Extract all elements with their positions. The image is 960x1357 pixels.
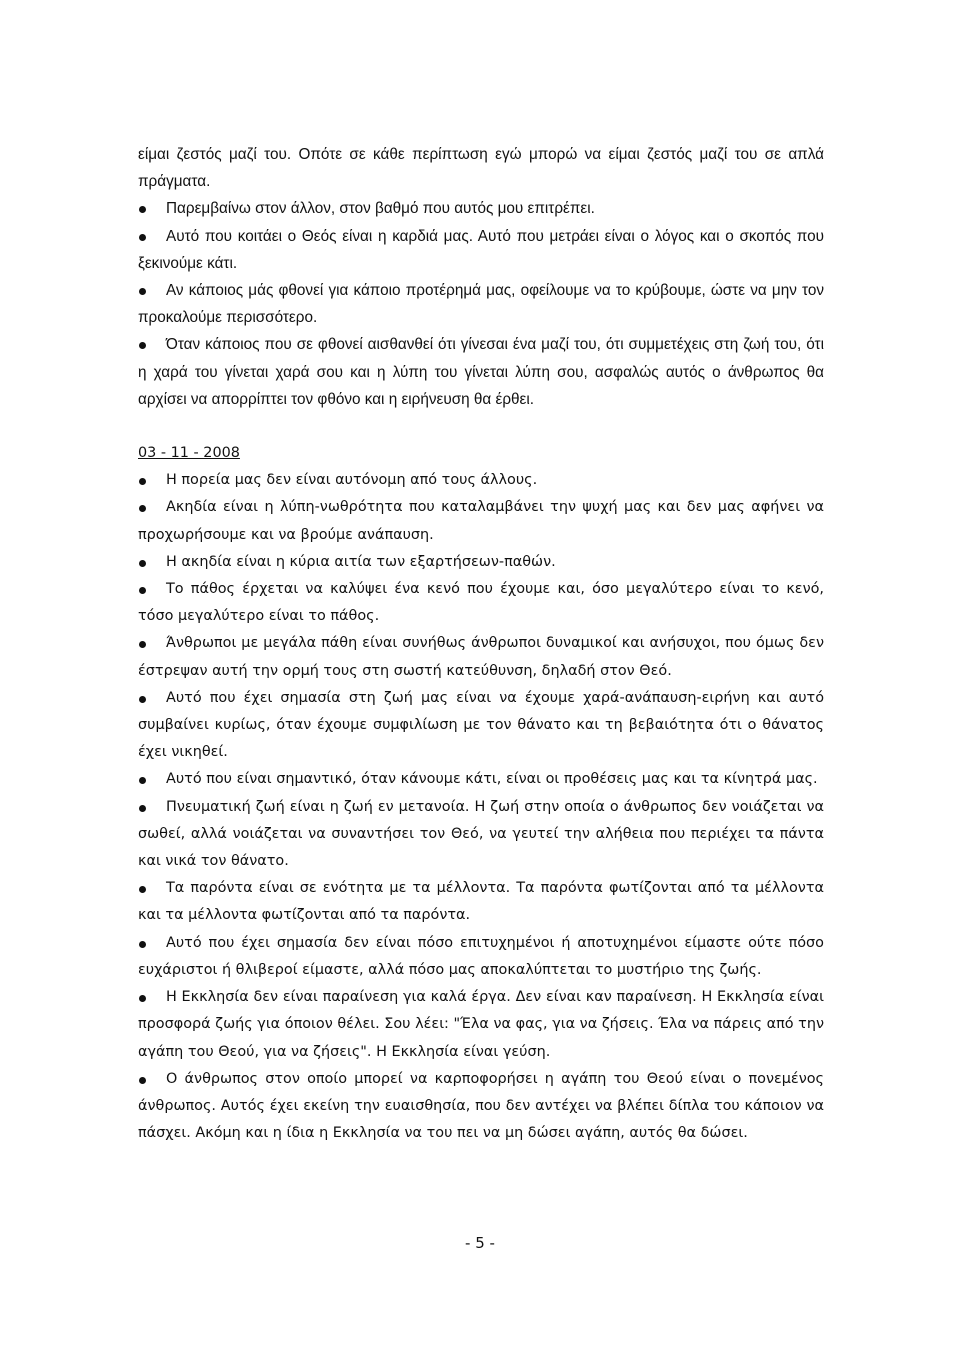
list-item [138,223,824,277]
list-item-text: Ακηδία είναι η λύπη-νωθρότητα που καταλαμβάνει την ψυχή μας και δεν μας αφήνει να προχωρήσουμε και να βρούμε ανάπαυση. [138,499,824,543]
bullet-list-2 [138,467,824,1147]
list-item [138,930,824,984]
list-item [138,984,824,1066]
section-1 [138,141,824,413]
list-item-text: Τα παρόντα είναι σε ενότητα με τα μέλλοντα. Τα παρόντα φωτίζονται από τα μέλλοντα και τα μέλλοντα φωτίζονται από τα παρόντα. [138,880,824,924]
list-item [138,1066,824,1148]
list-item-text: Η πορεία μας δεν είναι αυτόνομη από τους άλλους. [166,472,538,489]
list-item-text: Αυτό που έχει σημασία στη ζωή μας είναι να έχουμε χαρά-ανάπαυση-ειρήνη και αυτό συμβαίνει κυρίως, όταν έχουμε συμφιλίωση με τον θάνατο και τη βεβαιότητα ότι ο θάνατος έχει νικηθεί. [138,689,824,761]
list-item [138,875,824,929]
list-item-text: Ο άνθρωπος στον οποίο μπορεί να καρποφορήσει η αγάπη του Θεού είναι ο πονεμένος άνθρωπος. Αυτός έχει εκείνη την ευαισθησία, που δεν αντέχει να βλέπει δίπλα του κάποιον να πάσχει. Ακόμη και η ίδια η Εκκλησία να του πει να μη δώσει αγάπη, αυτός θα δώσει. [138,1070,824,1142]
list-item-text: Άνθρωποι με μεγάλα πάθη είναι συνήθως άνθρωποι δυναμικοί και ανήσυχοι, που όμως δεν έστρεψαν αυτή την ορμή τους στη σωστή κατεύθυνση, δηλαδή στον Θεό. [138,635,824,679]
bullet-list-1 [138,195,824,413]
list-item [138,549,824,576]
section-2 [138,440,824,1147]
list-item [138,576,824,630]
list-item-text: Η Εκκλησία δεν είναι παραίνεση για καλά έργα. Δεν είναι καν παραίνεση. Η Εκκλησία είναι προσφορά ζωής για όποιον θέλει. Σου λέει: "Έλα να φας, για να ζήσεις. Έλα να πάρεις από την αγάπη του Θεού, για να ζήσεις". Η Εκκλησία είναι γεύση. [138,989,824,1060]
list-item [138,331,824,413]
list-item [138,685,824,767]
page-content [138,141,824,1147]
list-item-text: Αυτό που έχει σημασία δεν είναι πόσο επιτυχημένοι ή αποτυχημένοι είμαστε ούτε πόσο ευχάριστοι ή θλιβεροί είμαστε, αλλά πόσο μας αποκαλύπτεται το μυστήριο της ζωής. [138,934,824,978]
list-item-text: Το πάθος έρχεται να καλύψει ένα κενό που έχουμε και, όσο μεγαλύτερο είναι το κενό, τόσο μεγαλύτερο είναι το πάθος. [138,581,824,625]
list-item [138,494,824,548]
list-item [138,794,824,876]
list-item-text: Αυτό που είναι σημαντικό, όταν κάνουμε κάτι, είναι οι προθέσεις μας και τα κίνητρά μας. [166,771,818,788]
list-item-text: Η ακηδία είναι η κύρια αιτία των εξαρτήσεων-παθών. [166,553,556,570]
date-heading: 03 - 11 - 2008 [138,445,240,462]
page-number: - 5 - [465,1234,495,1252]
list-item [138,630,824,684]
list-item-text: Αν κάποιος μάς φθονεί για κάποιο προτέρημά μας, οφείλουμε να το κρύβουμε, ώστε να μην τον προκαλούμε περισσότερο. [138,282,824,327]
list-item [138,277,824,331]
list-item [138,766,824,793]
continuation-paragraph: είμαι ζεστός μαζί του. Οπότε σε κάθε περίπτωση εγώ μπορώ να είμαι ζεστός μαζί του σε απλά πράγματα. [138,146,824,191]
list-item-text: Αυτό που κοιτάει ο Θεός είναι η καρδιά μας. Αυτό που μετράει είναι ο λόγος και ο σκοπός που ξεκινούμε κάτι. [138,227,824,272]
list-item-text: Παρεμβαίνω στον άλλον, στον βαθμό που αυτός μου επιτρέπει. [166,200,595,218]
list-item [138,195,824,222]
list-item-text: Πνευματική ζωή είναι η ζωή εν μετανοία. Η ζωή στην οποία ο άνθρωπος δεν νοιάζεται να σωθεί, αλλά νοιάζεται να συναντήσει τον Θεό, να γευτεί την αλήθεια που περιέχει τα πάντα και νικά τον θάνατο. [138,798,824,870]
list-item-text: Όταν κάποιος που σε φθονεί αισθανθεί ότι γίνεσαι ένα μαζί του, ότι συμμετέχεις στη ζωή του, ότι η χαρά του γίνεται χαρά σου και η λύπη του γίνεται λύπη σου, ασφαλώς αυτός ο άνθρωπος θα αρχίσει να απορρίπτει τον φθόνο και η ειρήνευση θα έρθει. [138,336,824,408]
list-item [138,467,824,494]
